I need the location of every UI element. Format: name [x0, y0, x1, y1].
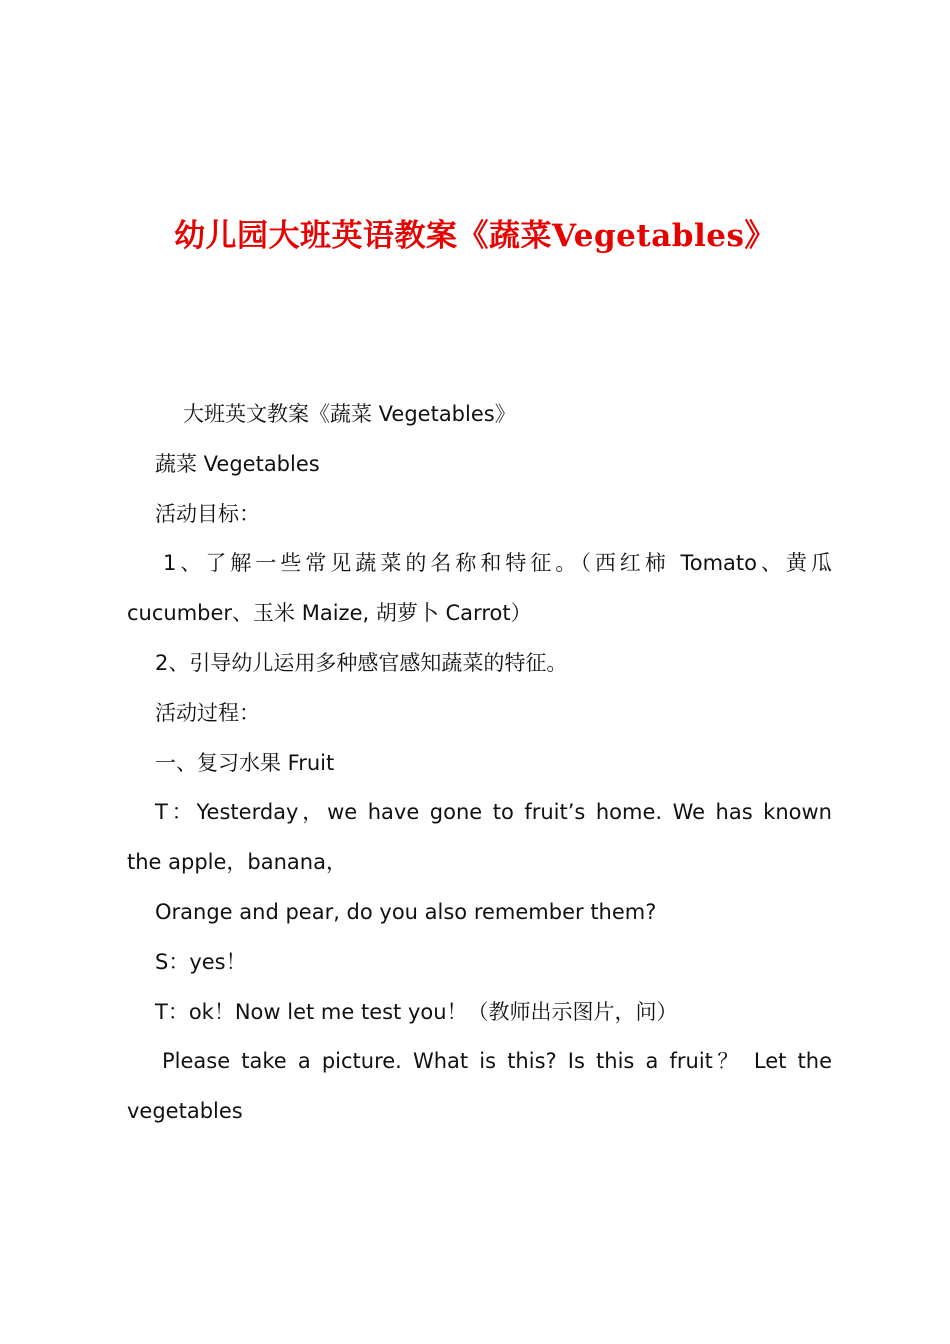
paragraph-topic: 蔬菜 Vegetables	[155, 451, 320, 476]
paragraph-goal-1-cont: cucumber、玉米 Maize, 胡萝卜 Carrot）	[127, 601, 532, 626]
document-body	[127, 390, 832, 1137]
paragraph-teacher-1-cont: the apple，banana，	[127, 850, 347, 875]
paragraph-process-heading: 活动过程：	[155, 700, 260, 725]
paragraph-goals-heading: 活动目标：	[155, 501, 260, 526]
paragraph-subtitle: 大班英文教案《蔬菜 Vegetables》	[183, 402, 516, 426]
document-title: 幼儿园大班英语教案《蔬菜Vegetables》	[174, 218, 776, 254]
paragraph-goal-1: 1、了解一些常见蔬菜的名称和特征。（西红柿 Tomato、黄瓜	[163, 551, 832, 576]
paragraph-teacher-3: Please take a picture. What is this? Is this a fruit？ Let the	[162, 1049, 832, 1074]
paragraph-teacher-1: T：Yesterday，we have gone to fruit’s home. We has known	[155, 800, 832, 825]
paragraph-teacher-1-cont2: Orange and pear, do you also remember them?	[155, 899, 657, 924]
paragraph-teacher-3-cont: vegetables	[127, 1099, 243, 1124]
paragraph-review-fruit: 一、复习水果 Fruit	[155, 750, 335, 775]
paragraph-teacher-2: T：ok！Now let me test you！（教师出示图片，问）	[155, 999, 678, 1024]
paragraph-goal-2: 2、引导幼儿运用多种感官感知蔬菜的特征。	[155, 650, 568, 675]
paragraph-student-1: S：yes！	[155, 949, 247, 974]
